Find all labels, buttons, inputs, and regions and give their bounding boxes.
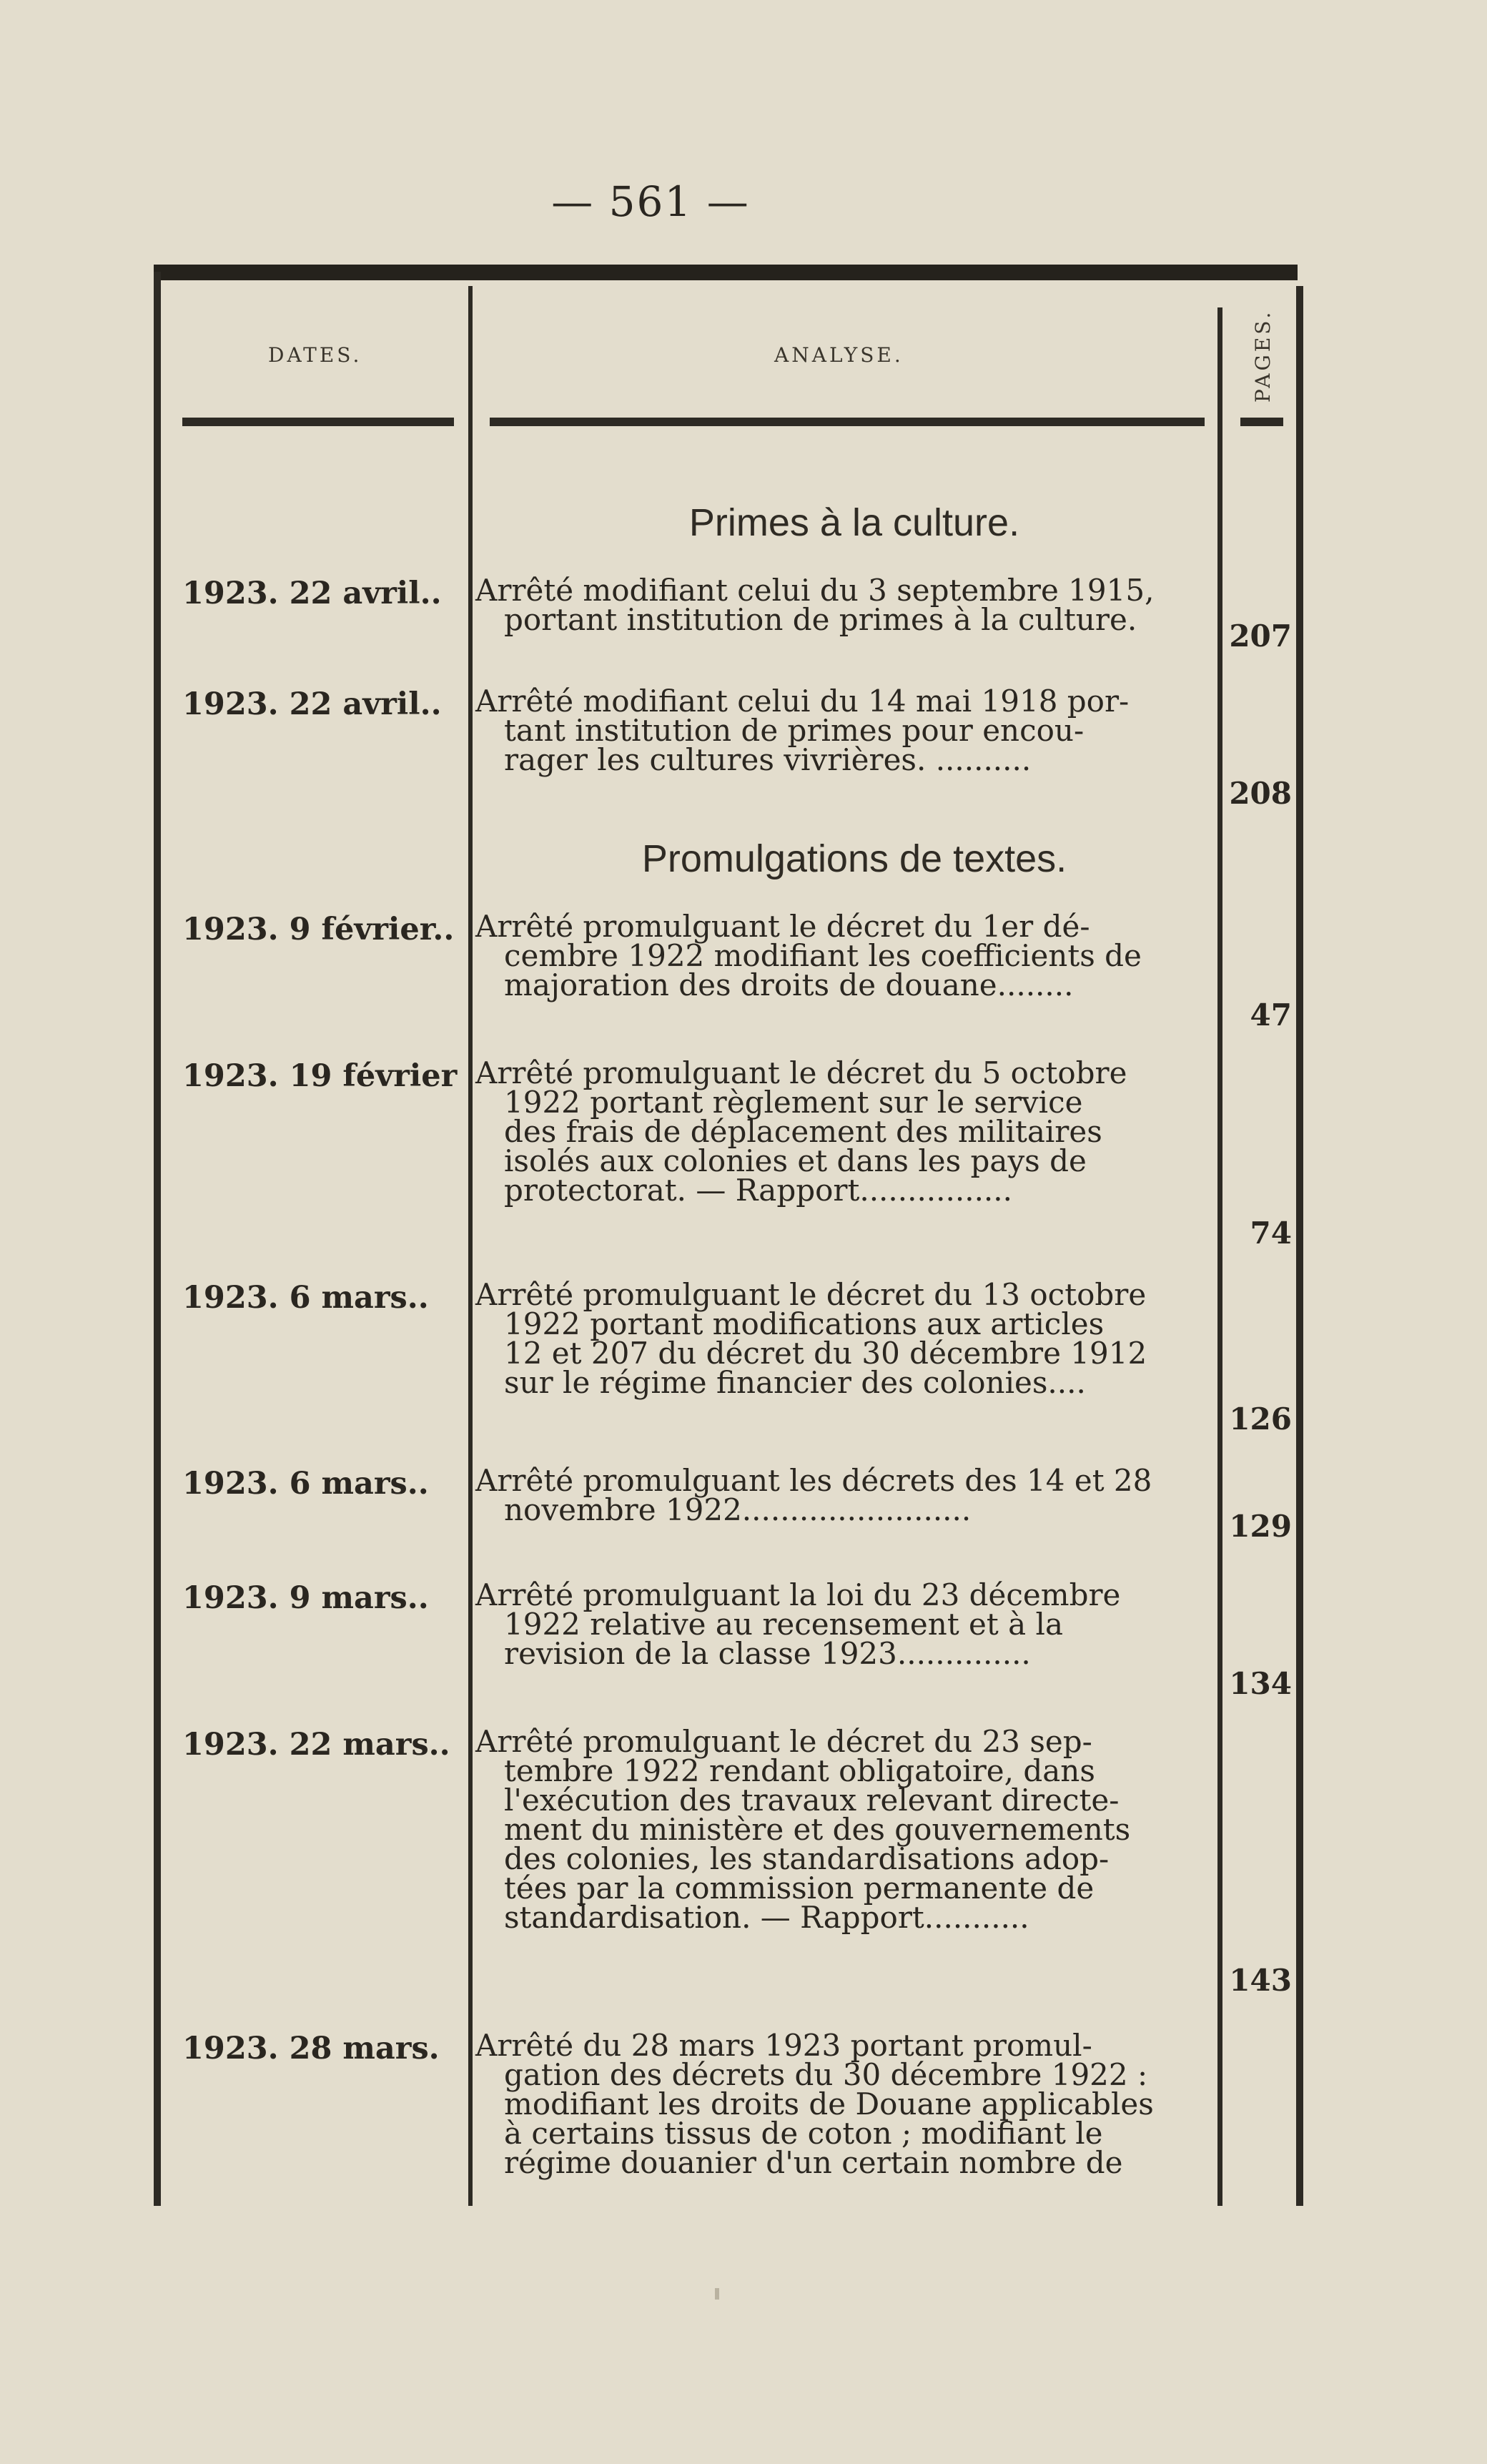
header-analyse: ANALYSE.	[774, 343, 904, 367]
analysis-line: Arrêté modifiant celui du 3 septembre 1915,	[475, 573, 1155, 608]
header-dates: DATES.	[268, 343, 362, 367]
dates-divider	[468, 286, 473, 2206]
analysis-line: standardisation. — Rapport...........	[504, 1900, 1029, 1935]
entry-analysis	[475, 573, 1222, 637]
analysis-line: des frais de déplacement des militaires	[504, 1114, 1102, 1149]
analysis-line: 1922 portant modifications aux articles	[504, 1306, 1105, 1341]
entry-analysis	[475, 1724, 1222, 1935]
entry-page: 207	[1229, 619, 1292, 654]
analysis-line: Arrêté promulguant le décret du 13 octobre	[475, 1277, 1147, 1312]
section-title: Primes à la culture.	[688, 501, 1020, 544]
analysis-line: des colonies, les standardisations adop-	[504, 1841, 1110, 1876]
analysis-line: novembre 1922........................	[504, 1492, 972, 1527]
analysis-line: ment du ministère et des gouvernements	[504, 1812, 1131, 1847]
page-number: — 561 —	[551, 177, 750, 226]
analysis-line: cembre 1922 modifiant les coefficients de	[504, 938, 1142, 973]
header-rule-analyse	[490, 418, 1205, 426]
analysis-line: isolés aux colonies et dans les pays de	[504, 1143, 1087, 1178]
analysis-line: régime douanier d'un certain nombre de	[504, 2145, 1123, 2180]
entry-date: 1923. 9 février..	[182, 912, 455, 947]
analysis-line: majoration des droits de douane........	[504, 967, 1074, 1002]
entry-analysis	[475, 684, 1222, 777]
entry-date: 1923. 22 avril..	[182, 686, 442, 722]
analysis-line: gation des décrets du 30 décembre 1922 :	[504, 2057, 1148, 2092]
analysis-line: 12 et 207 du décret du 30 décembre 1912	[504, 1336, 1147, 1371]
index-table	[154, 265, 1305, 2206]
analysis-line: tées par la commission permanente de	[504, 1871, 1095, 1906]
section-title: Promulgations de textes.	[641, 837, 1067, 880]
entry-analysis	[475, 909, 1222, 1002]
entry-analysis	[475, 1055, 1222, 1208]
entry-date: 1923. 19 février	[182, 1058, 458, 1094]
analysis-line: Arrêté promulguant la loi du 23 décembre	[475, 1577, 1121, 1612]
header-rule-dates	[182, 418, 454, 426]
entry-analysis	[475, 1577, 1222, 1671]
analysis-line: tant institution de primes pour encou-	[504, 713, 1085, 748]
analysis-line: l'exécution des travaux relevant directe-	[504, 1783, 1120, 1818]
analysis-line: Arrêté modifiant celui du 14 mai 1918 por-	[475, 684, 1130, 719]
analysis-line: portant institution de primes à la culture.	[504, 602, 1137, 637]
analysis-line: protectorat. — Rapport................	[504, 1173, 1012, 1208]
entry-page: 74	[1250, 1216, 1292, 1251]
entry-page: 134	[1229, 1666, 1292, 1701]
entry-analysis	[475, 2028, 1222, 2180]
entry-page: 143	[1229, 1963, 1292, 1998]
entry-page: 129	[1229, 1509, 1292, 1544]
header-rule-pages	[1240, 418, 1283, 426]
entry-date: 1923. 22 mars..	[182, 1727, 450, 1763]
analysis-line: Arrêté du 28 mars 1923 portant promul-	[475, 2028, 1092, 2063]
top-rule	[154, 265, 1298, 280]
analysis-line: rager les cultures vivrières. ..........	[504, 742, 1032, 777]
analysis-line: Arrêté promulguant le décret du 1er dé-	[475, 909, 1090, 944]
right-border	[1296, 286, 1303, 2206]
analysis-line: à certains tissus de coton ; modifiant le	[504, 2116, 1103, 2151]
header-pages: PAGES.	[1251, 309, 1275, 403]
entry-page: 126	[1229, 1401, 1292, 1436]
analysis-line: 1922 portant règlement sur le service	[504, 1085, 1083, 1120]
entry-date: 1923. 28 mars.	[182, 2031, 440, 2066]
print-mark	[715, 2288, 719, 2300]
left-border	[154, 272, 161, 2206]
entry-analysis	[475, 1277, 1222, 1400]
analysis-line: 1922 relative au recensement et à la	[504, 1607, 1064, 1642]
analysis-line: Arrêté promulguant les décrets des 14 et 28	[475, 1463, 1152, 1498]
entry-date: 1923. 6 mars..	[182, 1466, 429, 1502]
entry-date: 1923. 22 avril..	[182, 576, 442, 611]
analysis-line: modifiant les droits de Douane applicables	[504, 2086, 1154, 2121]
analysis-line: sur le régime financier des colonies....	[504, 1365, 1086, 1400]
entry-analysis	[475, 1463, 1222, 1527]
entry-date: 1923. 9 mars..	[182, 1580, 429, 1616]
entry-page: 208	[1229, 776, 1292, 811]
analysis-line: revision de la classe 1923..............	[504, 1636, 1031, 1671]
analysis-line: Arrêté promulguant le décret du 5 octobre	[475, 1055, 1127, 1090]
entry-date: 1923. 6 mars..	[182, 1280, 429, 1316]
entry-page: 47	[1250, 997, 1292, 1033]
analysis-line: Arrêté promulguant le décret du 23 sep-	[475, 1724, 1092, 1759]
analysis-line: tembre 1922 rendant obligatoire, dans	[504, 1753, 1095, 1788]
